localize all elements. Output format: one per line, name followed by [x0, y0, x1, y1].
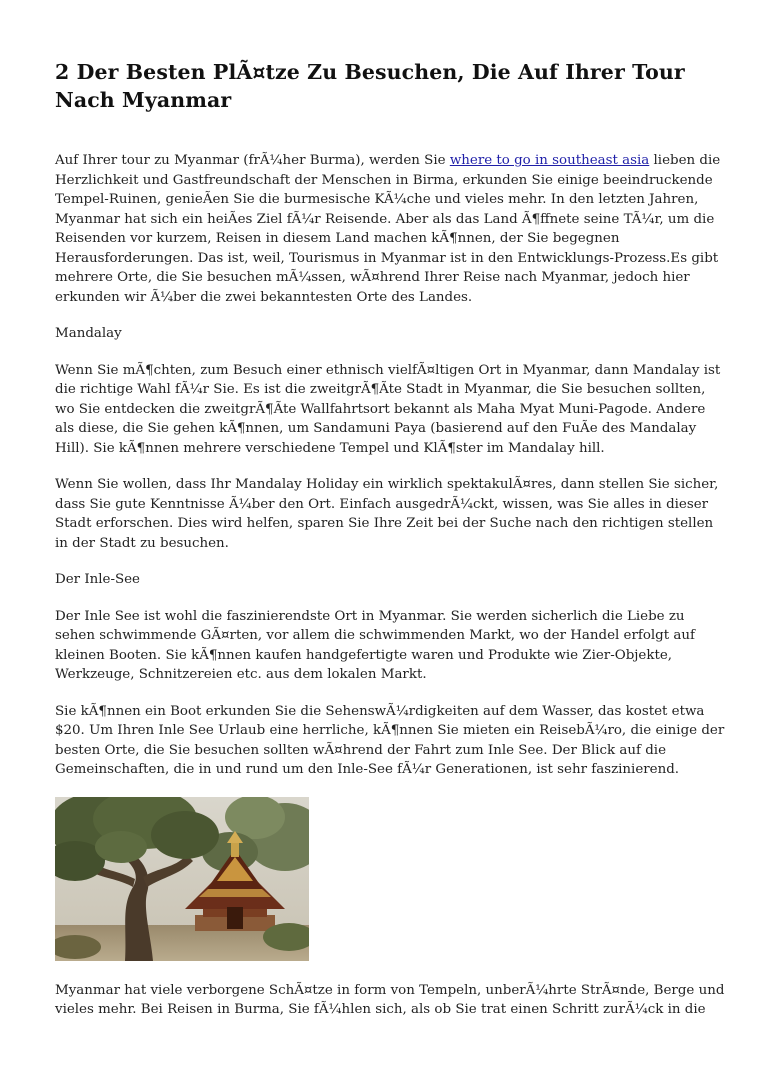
page-title: 2 Der Besten PlÃ¤tze Zu Besuchen, Die Auf Ihrer Tour Nach Myanmar — [55, 60, 685, 112]
section-heading-mandalay: Mandalay — [55, 326, 122, 341]
inle-paragraph-1: Der Inle See ist wohl die faszinierendste Ort in Myanmar. Sie werden sicherlich die Liebe zu sehen schwimmende GÃ¤rten, vor allem die schwimmenden Markt, wo der Handel erfolgt auf kleinen Booten. Sie kÃ¶nnen kaufen handgefertigte waren und Produkte wie Zier-Objekte, Werkzeuge, Schnitzereien etc. aus dem lokalen Markt. — [55, 608, 695, 682]
southeast-asia-link[interactable]: where to go in southeast asia — [449, 153, 650, 168]
intro-text-after-link: lieben die Herzlichkeit und Gastfreundschaft der Menschen in Birma, erkunden Sie einige beeindruckende Tempel-Ruinen, genieÃen Sie die burmesische KÃ¼che und vieles mehr. In den letzten Jahren, Myanmar hat sich ein heiÃes Ziel fÃ¼r Reisende. Aber als das Land Ã¶ffnete seine TÃ¼r, um die Reisenden vor kurzem, Reisen in diesem Land machen kÃ¶nnen, der Sie begegnen Herausforderungen. Das ist, weil, Tourismus in Myanmar ist in den Entwicklungs-Prozess.Es gibt mehrere Orte, die Sie besuchen mÃ¼ssen, wÃ¤hrend Ihrer Reise nach Myanmar, jedoch hier erkunden wir Ã¼ber die zwei bekanntesten Orte des Landes. — [55, 153, 721, 305]
section-heading-inle-see: Der Inle-See — [55, 572, 140, 587]
mandalay-paragraph-1: Wenn Sie mÃ¶chten, zum Besuch einer ethnisch vielfÃ¤ltigen Ort in Myanmar, dann Mandalay ist die richtige Wahl fÃ¼r Sie. Es ist die zweitgrÃ¶Ãte Stadt in Myanmar, die Sie besuchen sollten, wo Sie entdecken die zweitgrÃ¶Ãte Wallfahrtsort bekannt als Maha Myat Muni-Pagode. Andere als diese, die Sie gehen kÃ¶nnen, um Sandamuni Paya (basierend auf den FuÃe des Mandalay Hill). Sie kÃ¶nnen mehrere verschiedene Tempel und KlÃ¶ster im Mandalay hill. — [55, 362, 721, 456]
mandalay-paragraph-2: Wenn Sie wollen, dass Ihr Mandalay Holiday ein wirklich spektakulÃ¤res, dann stellen Sie sicher, dass Sie gute Kenntnisse Ã¼ber den Ort. Einfach ausgedrÃ¼ckt, wissen, was Sie alles in dieser Stadt erforschen. Dies wird helfen, sparen Sie Ihre Zeit bei der Suche nach den richtigen stellen in der Stadt zu besuchen. — [55, 477, 719, 551]
intro-paragraph — [55, 151, 728, 307]
intro-text-before-link: Auf Ihrer tour zu Myanmar (frÃ¼her Burma), werden Sie — [55, 153, 450, 168]
inle-paragraph-2: Sie kÃ¶nnen ein Boot erkunden Sie die SehenswÃ¼rdigkeiten auf dem Wasser, das kostet etwa $20. Um Ihren Inle See Urlaub eine herrliche, kÃ¶nnen Sie mieten ein ReisebÃ¼ro, die einige der besten Orte, die Sie besuchen sollten wÃ¤hrend der Fahrt zum Inle See. Der Blick auf die Gemeinschaften, die in und rund um den Inle-See fÃ¼r Generationen, ist sehr faszinierend. — [55, 703, 725, 777]
closing-paragraph: Myanmar hat viele verborgene SchÃ¤tze in form von Tempeln, unberÃ¼hrte StrÃ¤nde, Berge und vieles mehr. Bei Reisen in Burma, Sie fÃ¼hlen sich, als ob Sie trat einen Schritt zurÃ¼ck in die — [55, 982, 725, 1017]
temple-photo — [55, 797, 309, 961]
